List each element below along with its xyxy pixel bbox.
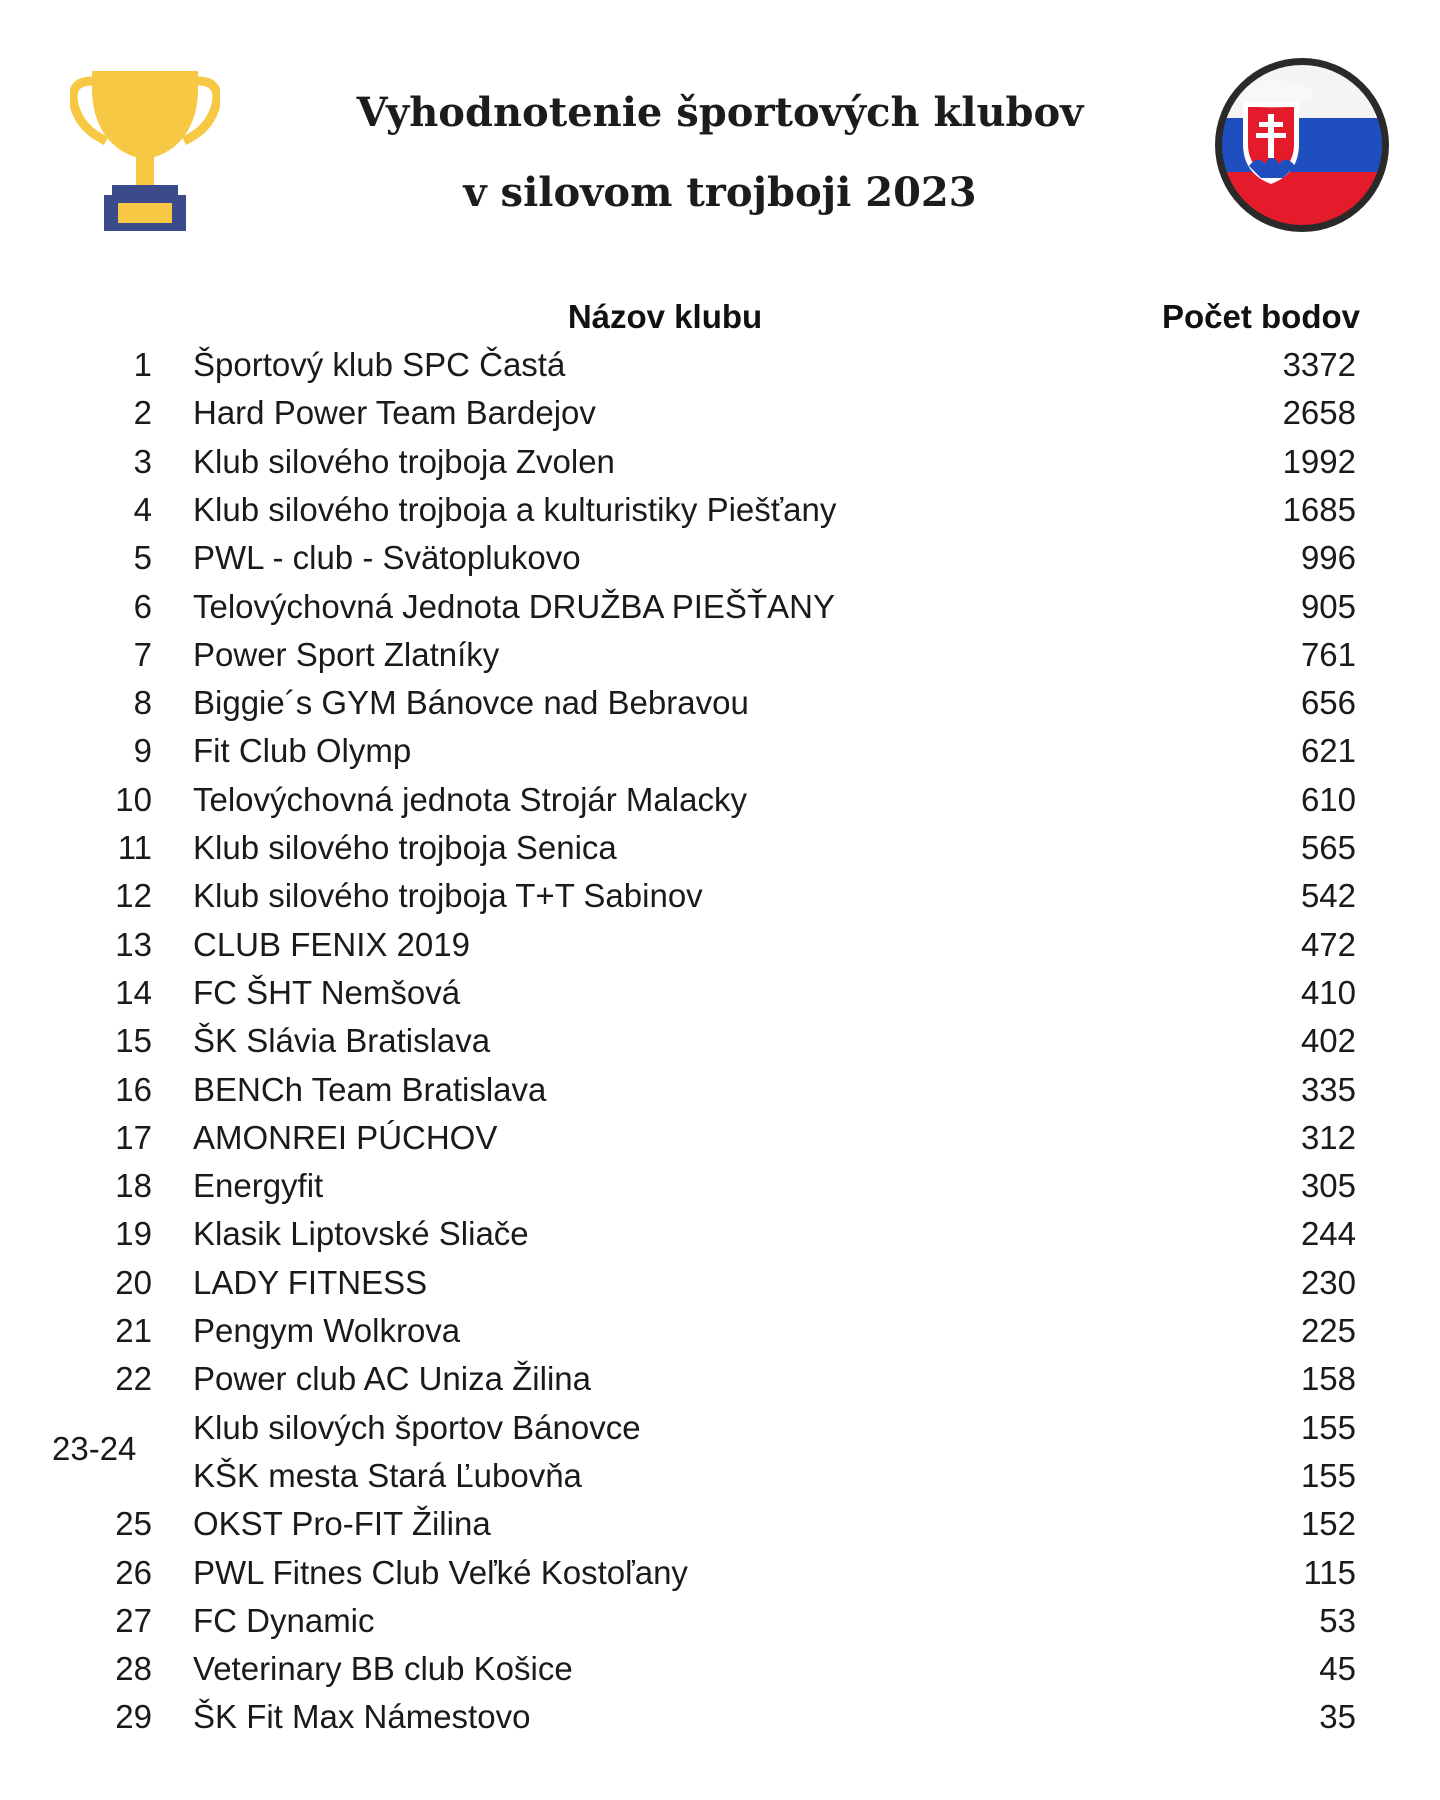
club-name-cell: Klub silového trojboja Senica — [193, 829, 617, 866]
rank-cell: 21 — [115, 1312, 152, 1349]
club-name-cell: Telovýchovná Jednota DRUŽBA PIEŠŤANY — [193, 587, 835, 625]
table-row — [0, 535, 1440, 583]
table-row — [0, 632, 1440, 680]
rank-cell: 20 — [115, 1263, 152, 1301]
club-name-cell: PWL Fitnes Club Veľké Kostoľany — [193, 1553, 688, 1591]
rank-cell: 8 — [133, 684, 152, 722]
club-name-cell: Klub silového trojboja Zvolen — [193, 442, 615, 480]
club-name-cell: Klub silového trojboja T+T Sabinov — [193, 877, 703, 915]
points-cell: 53 — [1319, 1601, 1356, 1639]
club-name-cell: Hard Power Team Bardejov — [193, 394, 596, 432]
points-cell: 621 — [1300, 732, 1356, 770]
club-name-cell: Pengym Wolkrova — [193, 1312, 461, 1349]
table-row — [0, 439, 1440, 487]
rank-cell: 11 — [117, 829, 152, 866]
table-row — [0, 1453, 1440, 1501]
rank-cell: 9 — [133, 732, 152, 770]
page-title-line-1: Vyhodnotenie športových klubov — [356, 89, 1084, 136]
club-name-cell: Energyfit — [193, 1167, 324, 1205]
club-name-cell: Klub silových športov Bánovce — [193, 1408, 641, 1446]
points-cell: 155 — [1300, 1408, 1356, 1446]
table-row — [0, 1550, 1440, 1598]
points-cell: 155 — [1300, 1456, 1356, 1494]
rank-cell: 29 — [115, 1698, 152, 1736]
points-cell: 45 — [1319, 1650, 1356, 1688]
points-cell: 761 — [1300, 635, 1356, 673]
column-header-club: Názov klubu — [567, 298, 763, 335]
club-name-cell: ŠK Slávia Bratislava — [193, 1022, 491, 1060]
rank-cell: 27 — [115, 1601, 152, 1639]
rank-cell: 18 — [115, 1167, 152, 1205]
table-row — [0, 342, 1440, 390]
club-name-cell: LADY FITNESS — [193, 1263, 428, 1301]
club-name-cell: Fit Club Olymp — [193, 732, 412, 770]
club-name-cell: PWL - club - Svätoplukovo — [193, 539, 581, 577]
rank-cell: 3 — [133, 442, 152, 480]
club-name-cell: Klasik Liptovské Sliače — [193, 1215, 529, 1253]
rank-cell: 1 — [133, 346, 152, 383]
points-cell: 152 — [1300, 1505, 1356, 1543]
shared-rank-label: 23-24 — [52, 1430, 137, 1467]
rank-cell: 16 — [115, 1070, 152, 1108]
club-name-cell: FC Dynamic — [193, 1601, 375, 1639]
table-row — [0, 1211, 1440, 1259]
points-cell: 610 — [1300, 780, 1356, 818]
rank-cell: 22 — [115, 1360, 152, 1398]
points-cell: 3372 — [1282, 346, 1356, 383]
rank-cell: 10 — [115, 780, 152, 818]
club-name-cell: CLUB FENIX 2019 — [193, 925, 470, 963]
table-row — [0, 825, 1440, 873]
points-cell: 225 — [1300, 1312, 1356, 1349]
club-name-cell: Biggie´s GYM Bánovce nad Bebravou — [193, 684, 749, 722]
table-row — [0, 1356, 1440, 1404]
club-name-cell: OKST Pro-FIT Žilina — [193, 1505, 491, 1543]
points-cell: 565 — [1300, 829, 1356, 866]
club-name-cell: Športový klub SPC Častá — [193, 346, 566, 383]
rank-cell: 26 — [115, 1553, 152, 1591]
table-row — [0, 487, 1440, 535]
table-row — [0, 873, 1440, 921]
club-name-cell: FC ŠHT Nemšová — [193, 973, 461, 1011]
points-cell: 35 — [1319, 1698, 1356, 1736]
club-name-cell: KŠK mesta Stará Ľubovňa — [193, 1456, 582, 1494]
points-cell: 996 — [1300, 539, 1356, 577]
table-row — [0, 390, 1440, 438]
table-row — [0, 970, 1440, 1018]
table-row — [0, 777, 1440, 825]
rank-cell: 6 — [133, 587, 152, 625]
club-name-cell: Veterinary BB club Košice — [193, 1650, 573, 1688]
table-row — [0, 728, 1440, 776]
rank-cell: 19 — [115, 1215, 152, 1253]
rank-cell: 5 — [133, 539, 152, 577]
table-row — [0, 1115, 1440, 1163]
club-name-cell: Klub silového trojboja a kulturistiky Piešťany — [193, 490, 837, 528]
table-row — [0, 1694, 1440, 1742]
points-cell: 335 — [1300, 1070, 1356, 1108]
rank-cell: 12 — [115, 877, 152, 915]
club-name-cell: Power club AC Uniza Žilina — [193, 1360, 591, 1398]
rank-cell: 14 — [115, 973, 152, 1011]
points-cell: 230 — [1300, 1263, 1356, 1301]
points-cell: 158 — [1300, 1360, 1356, 1398]
table-row — [0, 1163, 1440, 1211]
page-title-line-2: v silovom trojboji 2023 — [463, 169, 977, 216]
rank-cell: 28 — [115, 1650, 152, 1688]
table-row — [0, 680, 1440, 728]
table-row — [0, 1501, 1440, 1549]
table-row — [0, 922, 1440, 970]
table-row — [0, 584, 1440, 632]
points-cell: 410 — [1300, 973, 1356, 1011]
rank-cell: 2 — [133, 394, 152, 432]
club-name-cell: BENCh Team Bratislava — [193, 1070, 547, 1108]
points-cell: 305 — [1300, 1167, 1356, 1205]
points-cell: 312 — [1300, 1118, 1356, 1156]
points-cell: 905 — [1300, 587, 1356, 625]
rank-cell: 13 — [115, 925, 152, 963]
table-row — [0, 1598, 1440, 1646]
rank-cell: 7 — [133, 635, 152, 673]
club-name-cell: Power Sport Zlatníky — [193, 635, 500, 673]
points-cell: 115 — [1303, 1553, 1356, 1591]
points-cell: 656 — [1300, 684, 1356, 722]
points-cell: 244 — [1300, 1215, 1356, 1253]
points-cell: 542 — [1300, 877, 1356, 915]
club-name-cell: ŠK Fit Max Námestovo — [193, 1698, 531, 1736]
table-row — [0, 1308, 1440, 1356]
table-row — [0, 1646, 1440, 1694]
points-cell: 1685 — [1282, 490, 1356, 528]
table-row — [0, 1018, 1440, 1066]
club-name-cell: AMONREI PÚCHOV — [193, 1118, 498, 1156]
club-name-cell: Telovýchovná jednota Strojár Malacky — [193, 780, 747, 818]
table-row — [0, 1405, 1440, 1453]
rank-cell: 15 — [115, 1022, 152, 1060]
table-row — [0, 1067, 1440, 1115]
rank-cell: 25 — [115, 1505, 152, 1543]
points-cell: 1992 — [1282, 442, 1356, 480]
table-row — [0, 1260, 1440, 1308]
rank-cell: 17 — [115, 1118, 152, 1156]
rank-cell: 4 — [133, 490, 152, 528]
points-cell: 472 — [1300, 925, 1356, 963]
points-cell: 402 — [1300, 1022, 1356, 1060]
column-header-points: Počet bodov — [1161, 298, 1360, 335]
points-cell: 2658 — [1282, 394, 1356, 432]
